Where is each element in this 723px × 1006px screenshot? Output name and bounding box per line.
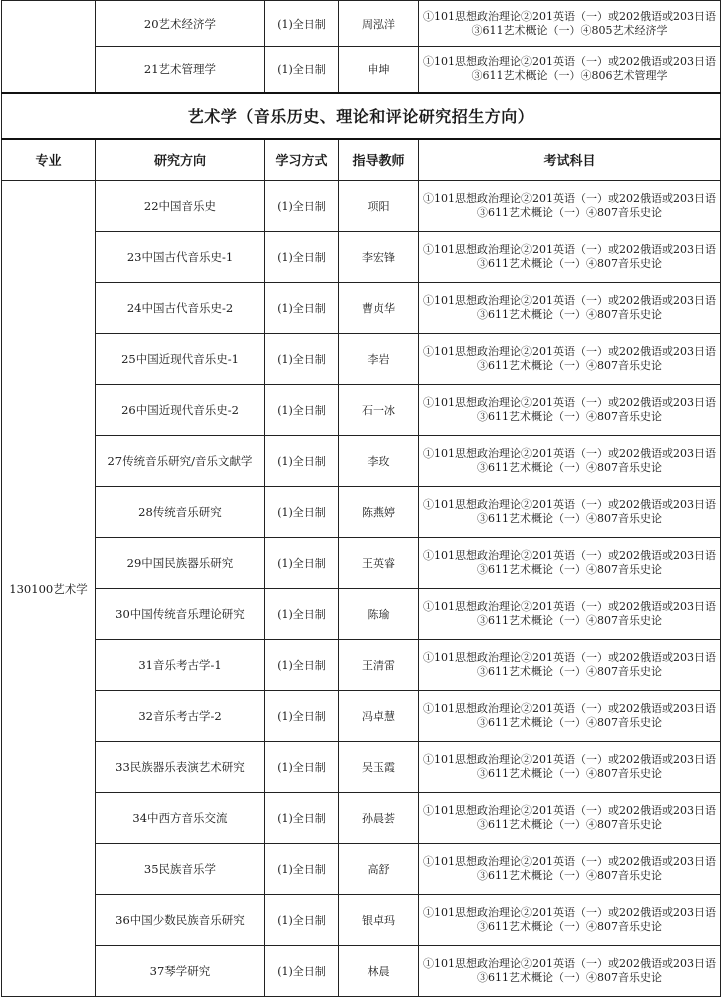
exam-subjects-cell [419, 283, 721, 334]
study-mode-cell: (1)全日制 [265, 334, 339, 385]
study-mode-cell: (1)全日制 [265, 946, 339, 997]
exam-subjects-cell [419, 334, 721, 385]
exam-subjects-cell [419, 691, 721, 742]
direction-cell: 30中国传统音乐理论研究 [96, 589, 265, 640]
exam-subjects-cell [419, 640, 721, 691]
exam-line-1: ①101思想政治理论②201英语（一）或202俄语或203日语 [423, 702, 716, 715]
exam-subjects-cell [419, 844, 721, 895]
table-row [2, 436, 721, 487]
exam-line-2: ③611艺术概论（一）④807音乐史论 [477, 410, 662, 423]
direction-cell: 37琴学研究 [96, 946, 265, 997]
table-row [2, 640, 721, 691]
exam-line-1: ①101思想政治理论②201英语（一）或202俄语或203日语 [423, 753, 716, 766]
exam-line-2: ③611艺术概论（一）④807音乐史论 [477, 512, 662, 525]
study-mode-cell: (1)全日制 [265, 538, 339, 589]
table-row [2, 742, 721, 793]
table-row [2, 47, 721, 93]
exam-line-1: ①101思想政治理论②201英语（一）或202俄语或203日语 [423, 55, 716, 69]
exam-subjects-cell [419, 487, 721, 538]
exam-line-2: ③611艺术概论（一）④805艺术经济学 [471, 23, 668, 37]
advisor-cell: 项阳 [339, 181, 419, 232]
exam-line-2: ③611艺术概论（一）④807音乐史论 [477, 563, 662, 576]
exam-line-2: ③611艺术概论（一）④807音乐史论 [477, 716, 662, 729]
major-cell: 130100艺术学 [2, 181, 96, 997]
advisor-cell: 吴玉霞 [339, 742, 419, 793]
advisor-cell: 曹贞华 [339, 283, 419, 334]
exam-line-2: ③611艺术概论（一）④807音乐史论 [477, 461, 662, 474]
direction-cell: 33民族器乐表演艺术研究 [96, 742, 265, 793]
exam-subjects-cell [419, 538, 721, 589]
study-mode-cell: (1)全日制 [265, 385, 339, 436]
advisor-cell: 王英睿 [339, 538, 419, 589]
exam-line-1: ①101思想政治理论②201英语（一）或202俄语或203日语 [423, 957, 716, 970]
exam-line-1: ①101思想政治理论②201英语（一）或202俄语或203日语 [423, 804, 716, 817]
advisor-cell: 陈燕婷 [339, 487, 419, 538]
direction-cell: 29中国民族器乐研究 [96, 538, 265, 589]
advisor-cell: 银卓玛 [339, 895, 419, 946]
exam-line-1: ①101思想政治理论②201英语（一）或202俄语或203日语 [423, 294, 716, 307]
direction-cell: 23中国古代音乐史-1 [96, 232, 265, 283]
study-mode-cell: (1)全日制 [265, 283, 339, 334]
table-row [2, 181, 721, 232]
exam-subjects-cell [419, 742, 721, 793]
exam-subjects-cell [419, 385, 721, 436]
exam-line-1: ①101思想政治理论②201英语（一）或202俄语或203日语 [423, 651, 716, 664]
exam-line-2: ③611艺术概论（一）④807音乐史论 [477, 869, 662, 882]
study-mode-cell: (1)全日制 [265, 181, 339, 232]
direction-cell: 25中国近现代音乐史-1 [96, 334, 265, 385]
exam-line-1: ①101思想政治理论②201英语（一）或202俄语或203日语 [423, 192, 716, 205]
table-row [2, 385, 721, 436]
study-mode-cell: (1)全日制 [265, 1, 339, 47]
table-row [2, 1, 721, 47]
exam-subjects-cell [419, 589, 721, 640]
direction-cell: 20艺术经济学 [96, 1, 265, 47]
study-mode-cell: (1)全日制 [265, 793, 339, 844]
direction-cell: 35民族音乐学 [96, 844, 265, 895]
direction-cell: 31音乐考古学-1 [96, 640, 265, 691]
exam-line-2: ③611艺术概论（一）④807音乐史论 [477, 308, 662, 321]
table-row [2, 946, 721, 997]
direction-cell: 36中国少数民族音乐研究 [96, 895, 265, 946]
section-title: 艺术学（音乐历史、理论和评论研究招生方向） [2, 93, 721, 139]
study-mode-cell: (1)全日制 [265, 47, 339, 93]
direction-cell: 26中国近现代音乐史-2 [96, 385, 265, 436]
exam-line-1: ①101思想政治理论②201英语（一）或202俄语或203日语 [423, 345, 716, 358]
exam-subjects-cell [419, 436, 721, 487]
study-mode-cell: (1)全日制 [265, 691, 339, 742]
header-direction: 研究方向 [96, 139, 265, 181]
table-row [2, 691, 721, 742]
exam-subjects-cell [419, 946, 721, 997]
advisor-cell: 高舒 [339, 844, 419, 895]
advisor-cell: 李宏锋 [339, 232, 419, 283]
exam-line-2: ③611艺术概论（一）④807音乐史论 [477, 920, 662, 933]
table-row [2, 334, 721, 385]
exam-line-1: ①101思想政治理论②201英语（一）或202俄语或203日语 [423, 447, 716, 460]
direction-cell: 24中国古代音乐史-2 [96, 283, 265, 334]
header-exam-subjects: 考试科目 [419, 139, 721, 181]
advisor-cell: 孙晨荟 [339, 793, 419, 844]
table-row [2, 283, 721, 334]
exam-line-1: ①101思想政治理论②201英语（一）或202俄语或203日语 [423, 600, 716, 613]
exam-subjects-cell [419, 181, 721, 232]
study-mode-cell: (1)全日制 [265, 742, 339, 793]
table-row [2, 589, 721, 640]
advisor-cell: 李玫 [339, 436, 419, 487]
exam-line-1: ①101思想政治理论②201英语（一）或202俄语或203日语 [423, 549, 716, 562]
advisor-cell: 王清雷 [339, 640, 419, 691]
study-mode-cell: (1)全日制 [265, 232, 339, 283]
table-row [2, 844, 721, 895]
advisor-cell: 冯卓慧 [339, 691, 419, 742]
study-mode-cell: (1)全日制 [265, 640, 339, 691]
exam-line-1: ①101思想政治理论②201英语（一）或202俄语或203日语 [423, 498, 716, 511]
major-cell-empty [2, 1, 96, 93]
advisor-cell: 林晨 [339, 946, 419, 997]
study-mode-cell: (1)全日制 [265, 436, 339, 487]
study-mode-cell: (1)全日制 [265, 895, 339, 946]
direction-cell: 34中西方音乐交流 [96, 793, 265, 844]
header-study-mode: 学习方式 [265, 139, 339, 181]
study-mode-cell: (1)全日制 [265, 589, 339, 640]
exam-line-2: ③611艺术概论（一）④807音乐史论 [477, 206, 662, 219]
exam-line-1: ①101思想政治理论②201英语（一）或202俄语或203日语 [423, 906, 716, 919]
exam-line-1: ①101思想政治理论②201英语（一）或202俄语或203日语 [423, 396, 716, 409]
study-mode-cell: (1)全日制 [265, 844, 339, 895]
direction-cell: 22中国音乐史 [96, 181, 265, 232]
section-banner-row [2, 93, 721, 139]
study-mode-cell: (1)全日制 [265, 487, 339, 538]
exam-subjects-cell [419, 232, 721, 283]
exam-subjects-cell [419, 47, 721, 93]
advisor-cell: 周泓洋 [339, 1, 419, 47]
exam-line-2: ③611艺术概论（一）④807音乐史论 [477, 614, 662, 627]
table-row [2, 538, 721, 589]
exam-subjects-cell [419, 895, 721, 946]
exam-line-2: ③611艺术概论（一）④806艺术管理学 [471, 69, 668, 83]
exam-line-2: ③611艺术概论（一）④807音乐史论 [477, 359, 662, 372]
exam-line-1: ①101思想政治理论②201英语（一）或202俄语或203日语 [423, 855, 716, 868]
direction-cell: 32音乐考古学-2 [96, 691, 265, 742]
admissions-table [1, 0, 721, 997]
direction-cell: 28传统音乐研究 [96, 487, 265, 538]
exam-line-2: ③611艺术概论（一）④807音乐史论 [477, 971, 662, 984]
direction-cell: 27传统音乐研究/音乐文献学 [96, 436, 265, 487]
table-row [2, 232, 721, 283]
exam-line-1: ①101思想政治理论②201英语（一）或202俄语或203日语 [423, 243, 716, 256]
table-row [2, 895, 721, 946]
header-row [2, 139, 721, 181]
exam-line-2: ③611艺术概论（一）④807音乐史论 [477, 818, 662, 831]
exam-line-1: ①101思想政治理论②201英语（一）或202俄语或203日语 [423, 9, 716, 23]
table-row [2, 793, 721, 844]
exam-subjects-cell [419, 793, 721, 844]
advisor-cell: 陈瑜 [339, 589, 419, 640]
exam-line-2: ③611艺术概论（一）④807音乐史论 [477, 665, 662, 678]
table-row [2, 487, 721, 538]
header-major: 专业 [2, 139, 96, 181]
advisor-cell: 申坤 [339, 47, 419, 93]
exam-line-2: ③611艺术概论（一）④807音乐史论 [477, 257, 662, 270]
advisor-cell: 李岩 [339, 334, 419, 385]
exam-line-2: ③611艺术概论（一）④807音乐史论 [477, 767, 662, 780]
direction-cell: 21艺术管理学 [96, 47, 265, 93]
exam-subjects-cell [419, 1, 721, 47]
advisor-cell: 石一冰 [339, 385, 419, 436]
header-advisor: 指导教师 [339, 139, 419, 181]
